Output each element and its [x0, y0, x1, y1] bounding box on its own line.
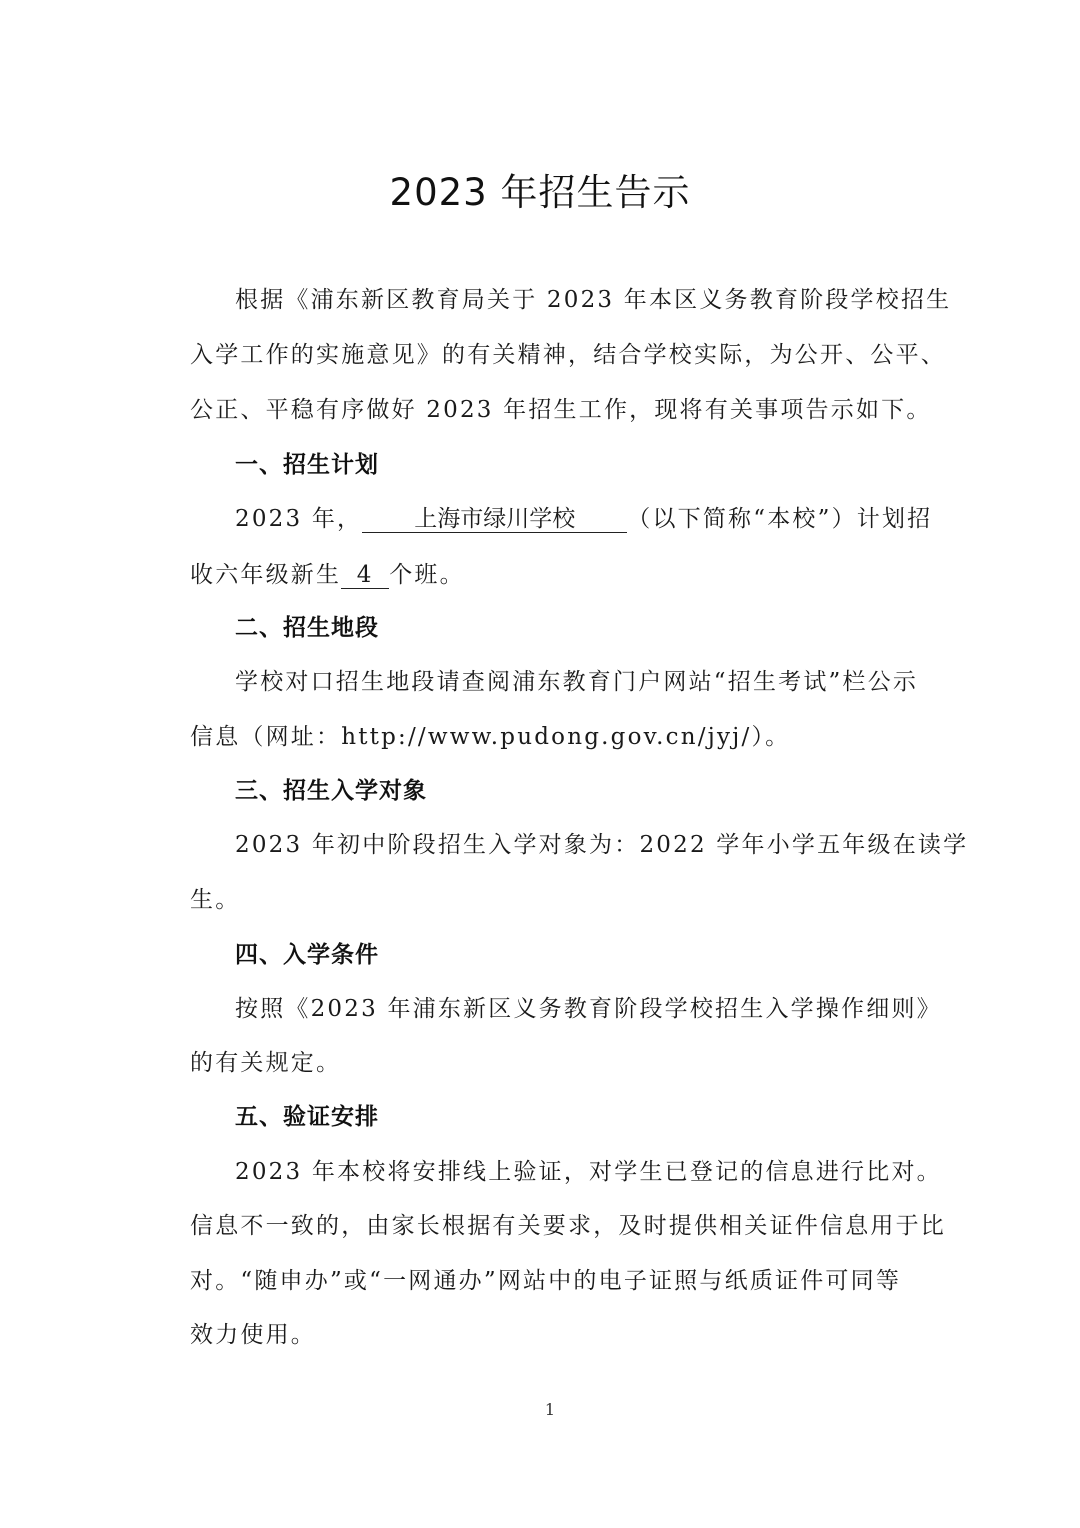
- document-title: 2023 年招生告示: [389, 171, 691, 214]
- plan-grade-text: 收六年级新生: [190, 562, 342, 588]
- section-1-line-2: [190, 560, 920, 590]
- section-4-line-2: 的有关规定。: [190, 1050, 342, 1076]
- section-5-line-4: 效力使用。: [190, 1322, 316, 1348]
- section-5-line-1: 2023 年本校将安排线上验证，对学生已登记的信息进行比对。: [235, 1159, 942, 1185]
- section-5-line-3: 对。“随申办”或“一网通办”网站中的电子证照与纸质证件可同等: [190, 1268, 902, 1294]
- section-3-heading: 三、招生入学对象: [235, 778, 427, 804]
- section-4-line-1: 按照《2023 年浦东新区义务教育阶段学校招生入学操作细则》: [235, 996, 942, 1022]
- section-4-heading: 四、入学条件: [235, 942, 379, 968]
- section-1-line-1: [235, 504, 965, 534]
- intro-line-3: 公正、平稳有序做好 2023 年招生工作，现将有关事项告示如下。: [190, 397, 932, 423]
- plan-text-after: （以下简称“本校”）计划招: [627, 506, 933, 532]
- section-5-heading: 五、验证安排: [235, 1104, 379, 1130]
- section-2-line-2: 信息（网址：http://www.pudong.gov.cn/jyj/）。: [190, 724, 791, 750]
- section-3-line-2: 生。: [190, 887, 241, 913]
- section-1-heading: 一、招生计划: [235, 452, 379, 478]
- intro-line-2: 入学工作的实施意见》的有关精神，结合学校实际，为公开、公平、: [190, 342, 946, 368]
- section-2-line-1: 学校对口招生地段请查阅浦东教育门户网站“招生考试”栏公示: [235, 669, 919, 695]
- page-number: 1: [544, 1400, 556, 1419]
- section-5-line-2: 信息不一致的，由家长根据有关要求，及时提供相关证件信息用于比: [190, 1213, 946, 1239]
- school-name-blank: 上海市绿川学校: [362, 506, 627, 533]
- plan-class-unit: 个班。: [389, 562, 465, 588]
- class-count-blank: 4: [341, 562, 389, 589]
- intro-line-1: 根据《浦东新区教育局关于 2023 年本区义务教育阶段学校招生: [235, 287, 952, 313]
- section-3-line-1: 2023 年初中阶段招生入学对象为：2022 学年小学五年级在读学: [235, 832, 969, 858]
- plan-year-text: 2023 年，: [235, 506, 363, 532]
- section-2-heading: 二、招生地段: [235, 615, 379, 641]
